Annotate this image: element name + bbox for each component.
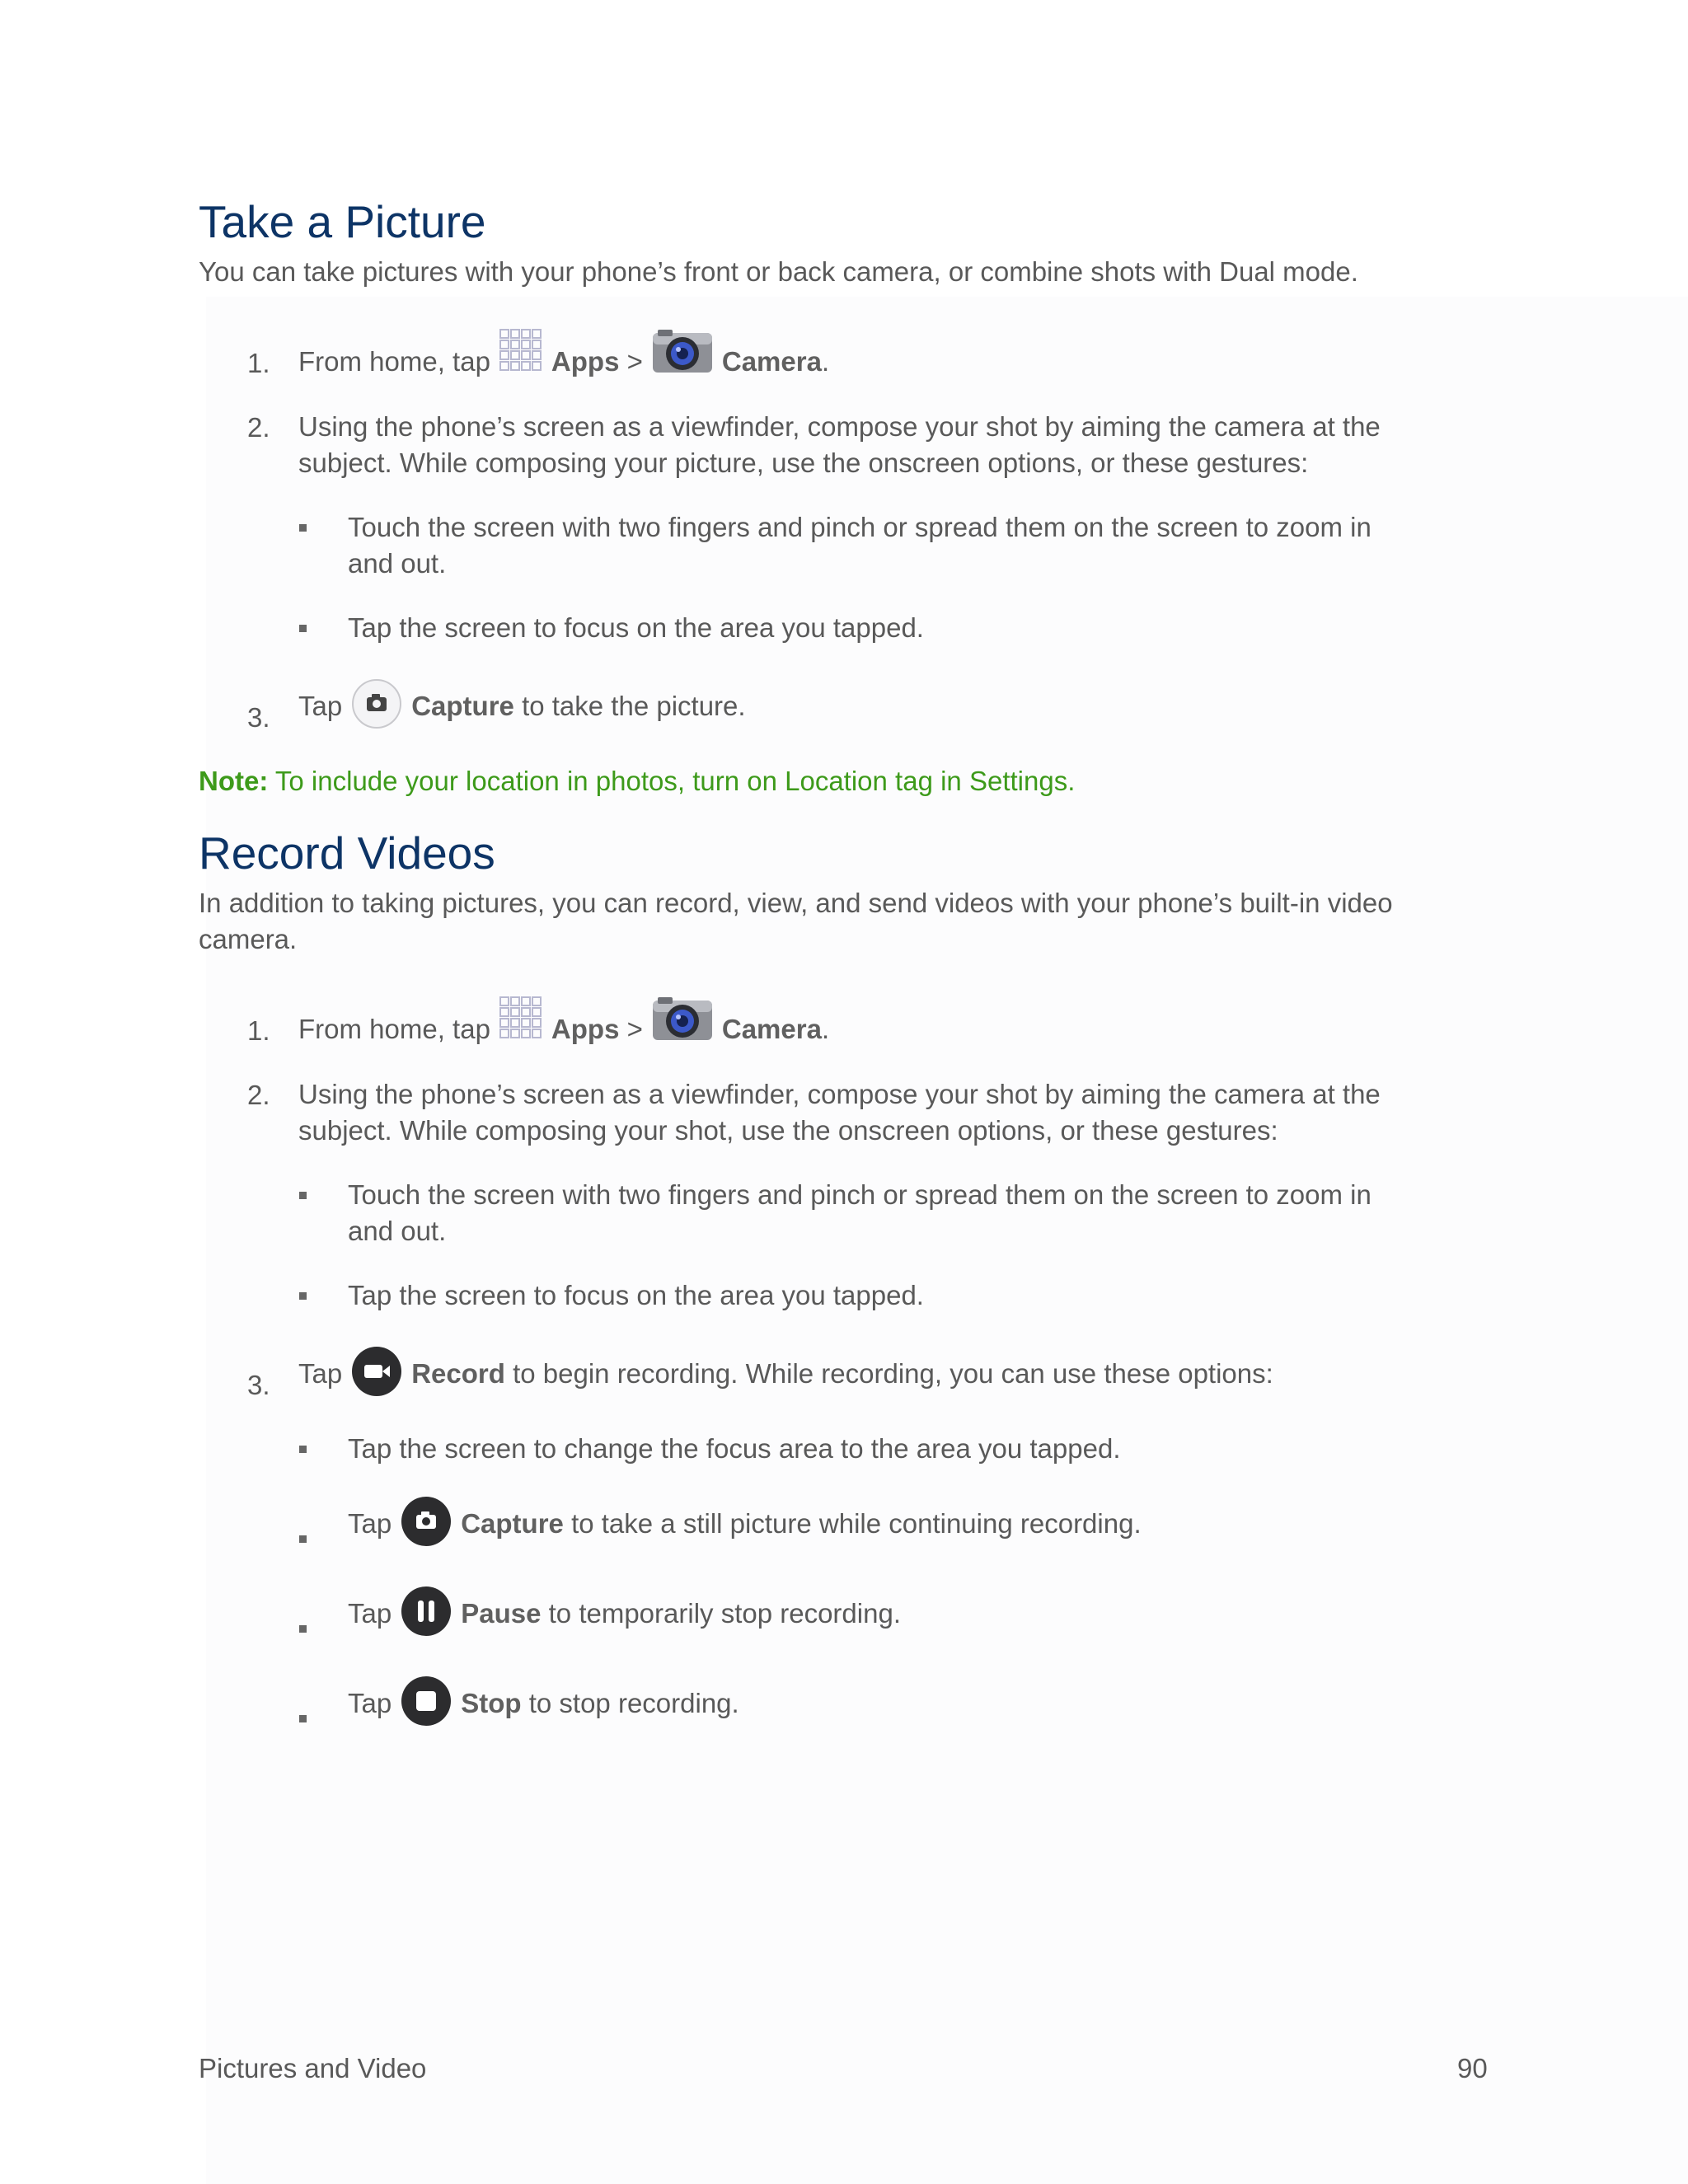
step-2-line-1: Using the phone’s screen as a viewfinder, compose your shot by aiming the camera at the [298, 411, 1381, 442]
capture-camera-icon [400, 1495, 452, 1548]
camera-label: Camera [721, 1014, 822, 1044]
bullet-square [299, 625, 307, 632]
camera-label: Camera [721, 346, 822, 377]
apps-grid-icon [497, 325, 546, 379]
step-number: 2. [247, 1080, 270, 1110]
step-text: to take the picture. [522, 691, 746, 721]
step-number: 1. [247, 348, 270, 378]
step-end: . [821, 1014, 830, 1044]
bullet-line-1: Touch the screen with two fingers and pinch or spread them on the screen to zoom in [348, 1179, 1372, 1210]
step-1-text [298, 325, 829, 389]
step-2-line-2: subject. While composing your shot, use the onscreen options, or these gestures: [298, 1115, 1278, 1146]
record-option-capture [348, 1495, 1142, 1550]
option-text: Tap [348, 1508, 392, 1539]
separator: > [626, 346, 643, 377]
bullet-square [299, 1625, 307, 1633]
capture-label: Capture [411, 691, 514, 721]
section-title-record-videos: Record Videos [199, 827, 495, 879]
separator: > [626, 1014, 643, 1044]
step-3-text [298, 677, 746, 733]
bullet-line-1: Tap the screen to focus on the area you tapped. [348, 1280, 924, 1310]
apps-grid-icon [497, 992, 546, 1047]
step-text: Tap [298, 1358, 343, 1389]
step-1-text [298, 992, 829, 1057]
bullet-line-2: and out. [348, 1216, 447, 1246]
bullet-square [299, 1446, 307, 1453]
option-text: to temporarily stop recording. [548, 1598, 901, 1629]
step-number: 1. [247, 1015, 270, 1046]
section-intro: You can take pictures with your phone’s front or back camera, or combine shots with Dual mode. [199, 256, 1358, 287]
bullet-square [299, 1192, 307, 1199]
note-label: Note: [199, 766, 269, 796]
step-text: to begin recording. While recording, you can use these options: [513, 1358, 1273, 1389]
step-text: From home, tap [298, 346, 490, 377]
capture-label: Capture [461, 1508, 564, 1539]
capture-camera-icon [350, 677, 403, 730]
step-text: From home, tap [298, 1014, 490, 1044]
footer-section-name: Pictures and Video [199, 2053, 427, 2083]
apps-label: Apps [551, 1014, 620, 1044]
section-title-take-picture: Take a Picture [199, 196, 486, 247]
record-option-pause [348, 1585, 901, 1640]
pause-label: Pause [461, 1598, 542, 1629]
note-text: To include your location in photos, turn on Location tag in Settings. [274, 766, 1076, 796]
step-number: 3. [247, 702, 270, 733]
camera-app-icon [649, 992, 715, 1047]
option-text: to stop recording. [528, 1688, 739, 1718]
note [199, 763, 1075, 799]
record-video-icon [350, 1345, 403, 1398]
stop-icon [400, 1675, 452, 1727]
step-2-line-1: Using the phone’s screen as a viewfinder, compose your shot by aiming the camera at the [298, 1079, 1381, 1109]
bullet-line-2: and out. [348, 548, 447, 579]
camera-app-icon [649, 325, 715, 379]
option-text: Tap [348, 1688, 392, 1718]
apps-label: Apps [551, 346, 620, 377]
bullet-line-1: Tap the screen to focus on the area you tapped. [348, 612, 924, 643]
footer-page-number: 90 [1457, 2053, 1488, 2083]
record-label: Record [411, 1358, 505, 1389]
step-number: 2. [247, 412, 270, 443]
bullet-square [299, 524, 307, 532]
section-intro-line-1: In addition to taking pictures, you can record, view, and send videos with your phone’s built-in video [199, 888, 1393, 918]
pause-icon [400, 1585, 452, 1638]
bullet-square [299, 1292, 307, 1300]
bullet-square [299, 1535, 307, 1543]
record-option-focus: Tap the screen to change the focus area to the area you tapped. [348, 1433, 1121, 1464]
step-end: . [821, 346, 830, 377]
section-intro-line-2: camera. [199, 924, 298, 954]
record-option-stop [348, 1675, 739, 1730]
bullet-square [299, 1715, 307, 1722]
step-number: 3. [247, 1370, 270, 1400]
step-2-line-2: subject. While composing your picture, use the onscreen options, or these gestures: [298, 448, 1309, 478]
step-3-text [298, 1345, 1273, 1400]
bullet-line-1: Touch the screen with two fingers and pinch or spread them on the screen to zoom in [348, 512, 1372, 542]
step-text: Tap [298, 691, 343, 721]
stop-label: Stop [461, 1688, 522, 1718]
option-text: Tap [348, 1598, 392, 1629]
option-text: to take a still picture while continuing recording. [571, 1508, 1142, 1539]
